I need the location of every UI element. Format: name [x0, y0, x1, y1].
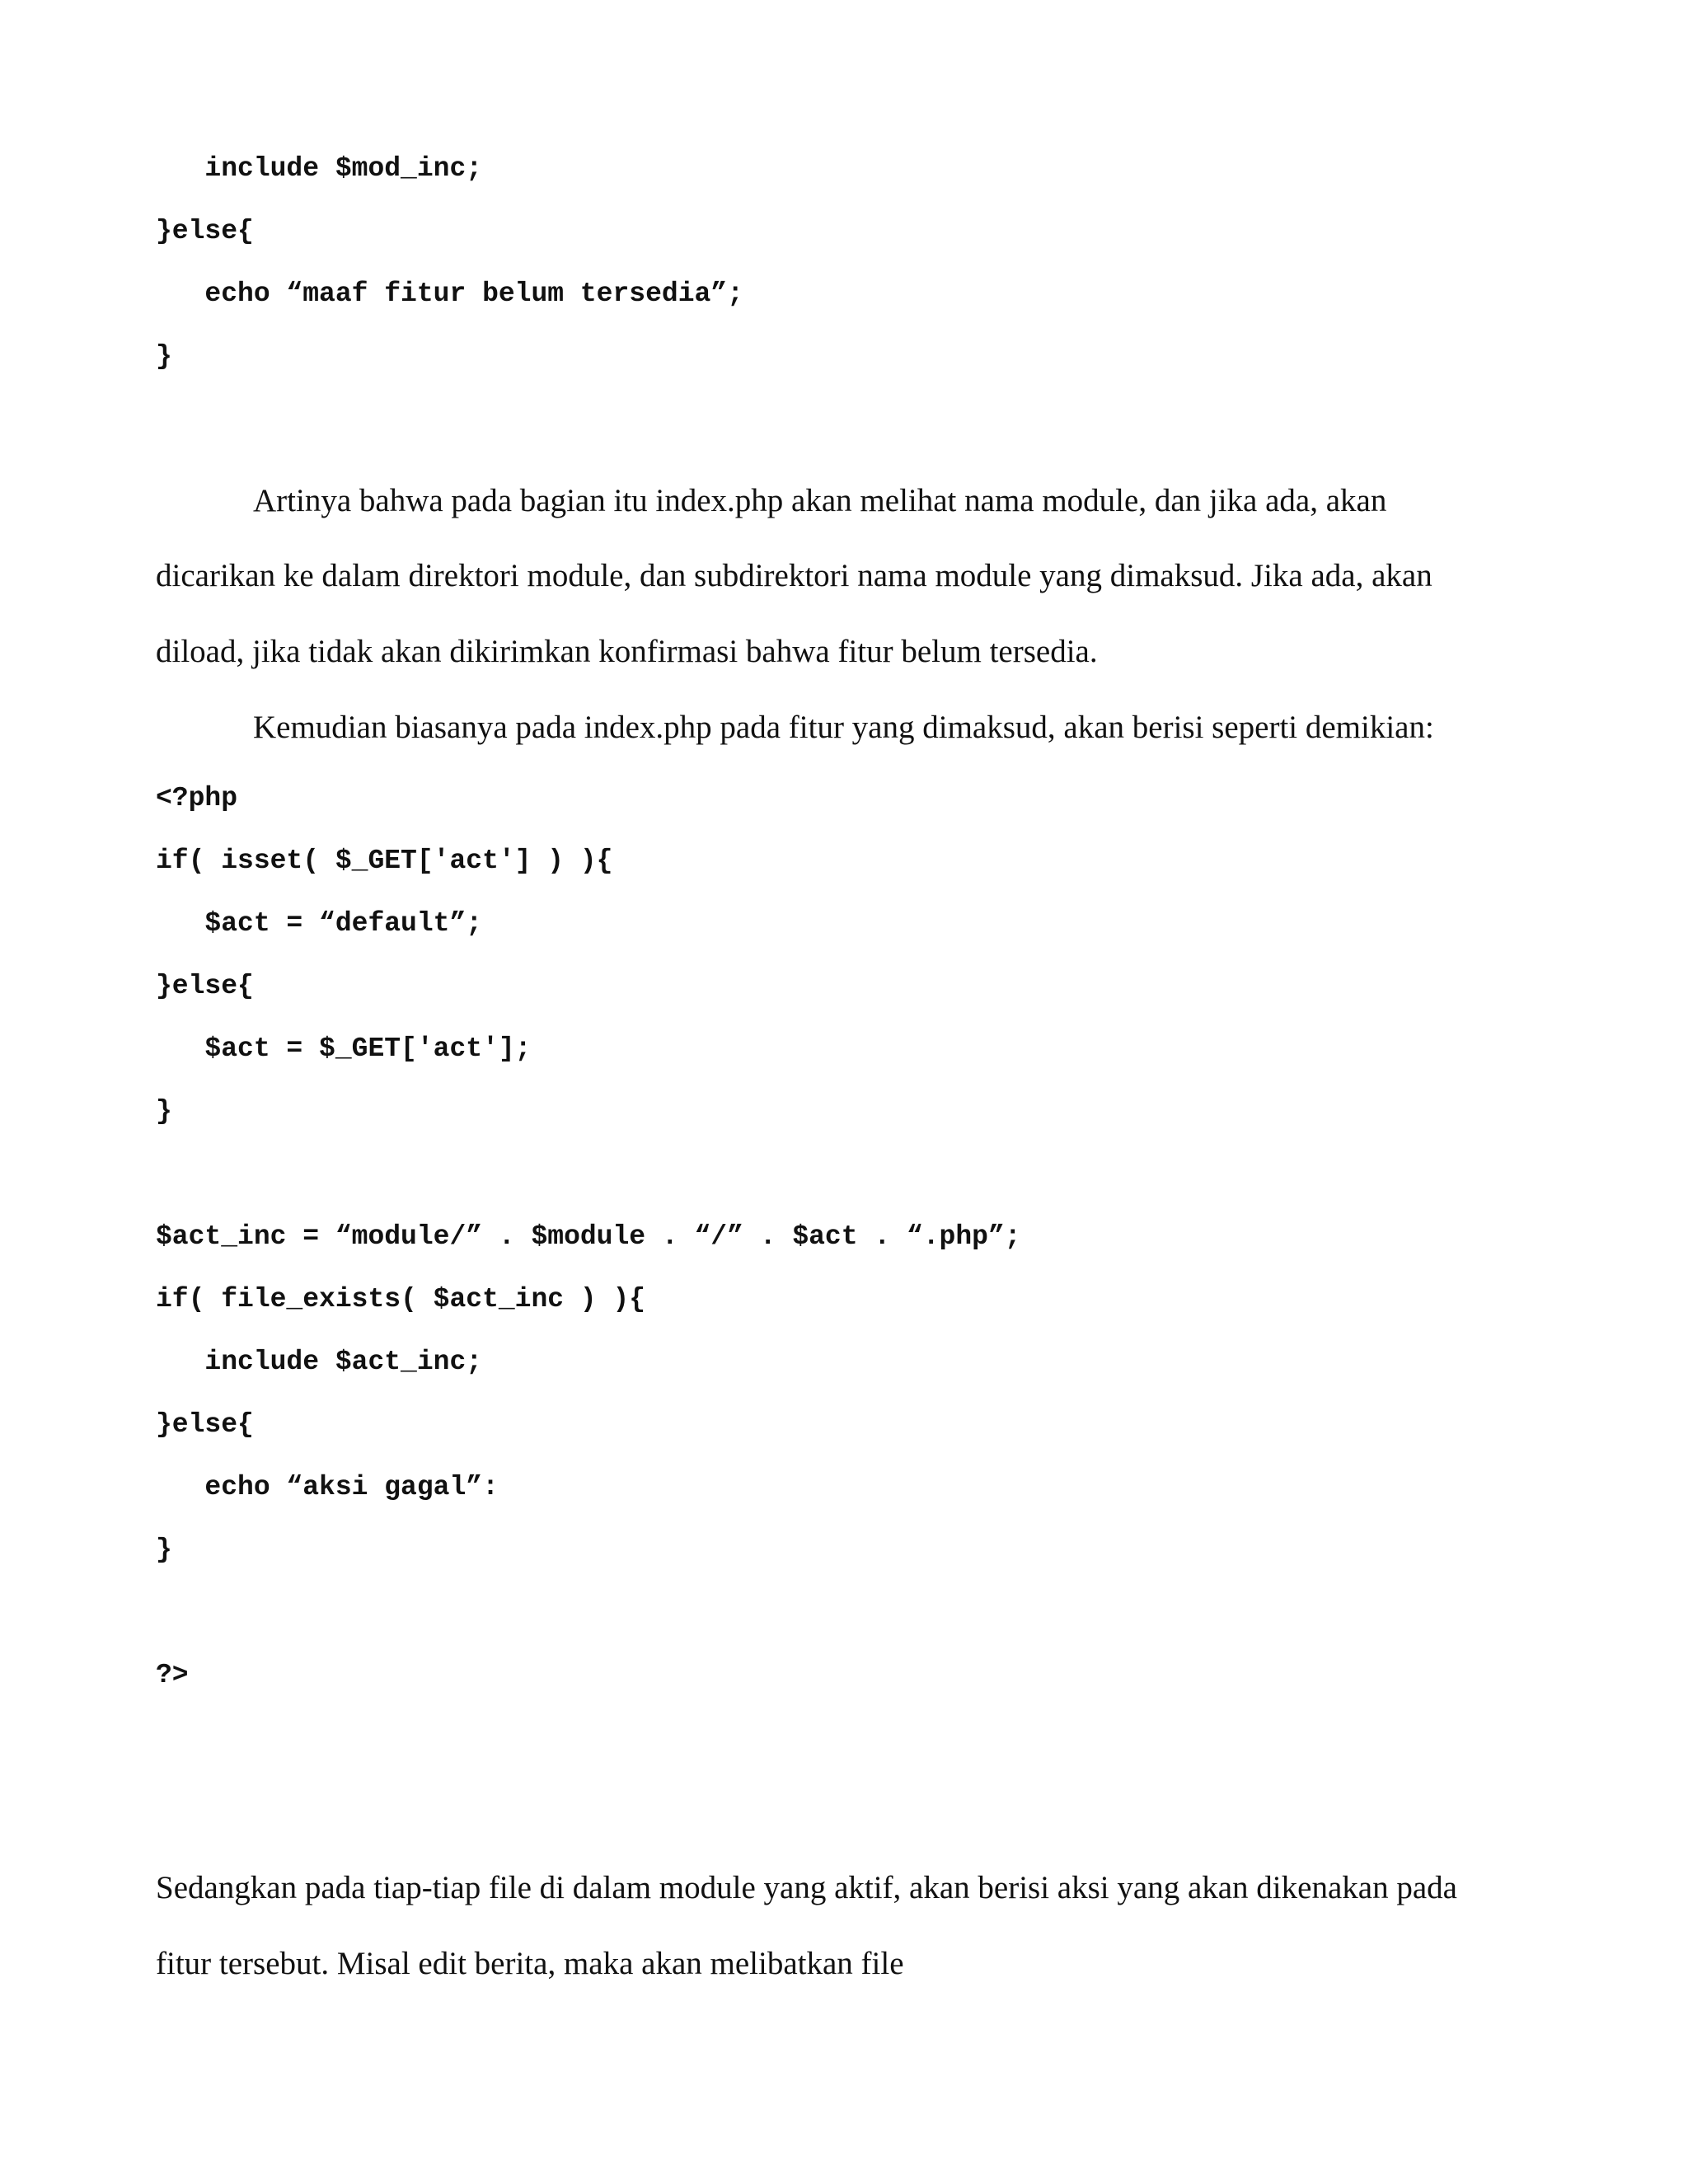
code-line: <?php — [156, 783, 238, 813]
code-line: ?> — [156, 1660, 189, 1690]
code-line: echo “aksi gagal”: — [156, 1472, 499, 1502]
paragraph-line: Sedangkan pada tiap-tiap file di dalam module yang aktif, akan berisi aksi yang akan dikenakan pada — [156, 1870, 1457, 1905]
paragraph-line: fitur tersebut. Misal edit berita, maka akan melibatkan file — [156, 1946, 904, 1981]
code-line: } — [156, 341, 172, 372]
paragraph-line: diload, jika tidak akan dikirimkan konfirmasi bahwa fitur belum tersedia. — [156, 634, 1098, 669]
code-line: include $act_inc; — [156, 1347, 483, 1377]
code-line: }else{ — [156, 216, 254, 246]
code-line: if( file_exists( $act_inc ) ){ — [156, 1284, 646, 1315]
paragraph-line: Artinya bahwa pada bagian itu index.php akan melihat nama module, dan jika ada, akan — [253, 483, 1387, 518]
paragraph-line: Kemudian biasanya pada index.php pada fitur yang dimaksud, akan berisi seperti demikian: — [253, 710, 1434, 745]
code-line: }else{ — [156, 971, 254, 1001]
code-line: $act_inc = “module/” . $module . “/” . $act . “.php”; — [156, 1221, 1021, 1252]
code-line: } — [156, 1096, 172, 1127]
paragraph-line: dicarikan ke dalam direktori module, dan subdirektori nama module yang dimaksud. Jika ada, akan — [156, 558, 1432, 593]
code-line: include $mod_inc; — [156, 153, 483, 184]
code-line: } — [156, 1535, 172, 1565]
code-line: $act = “default”; — [156, 908, 483, 939]
code-line: $act = $_GET['act']; — [156, 1033, 532, 1064]
code-line: if( isset( $_GET['act'] ) ){ — [156, 846, 613, 876]
code-line: }else{ — [156, 1409, 254, 1440]
code-line: echo “maaf fitur belum tersedia”; — [156, 279, 743, 309]
